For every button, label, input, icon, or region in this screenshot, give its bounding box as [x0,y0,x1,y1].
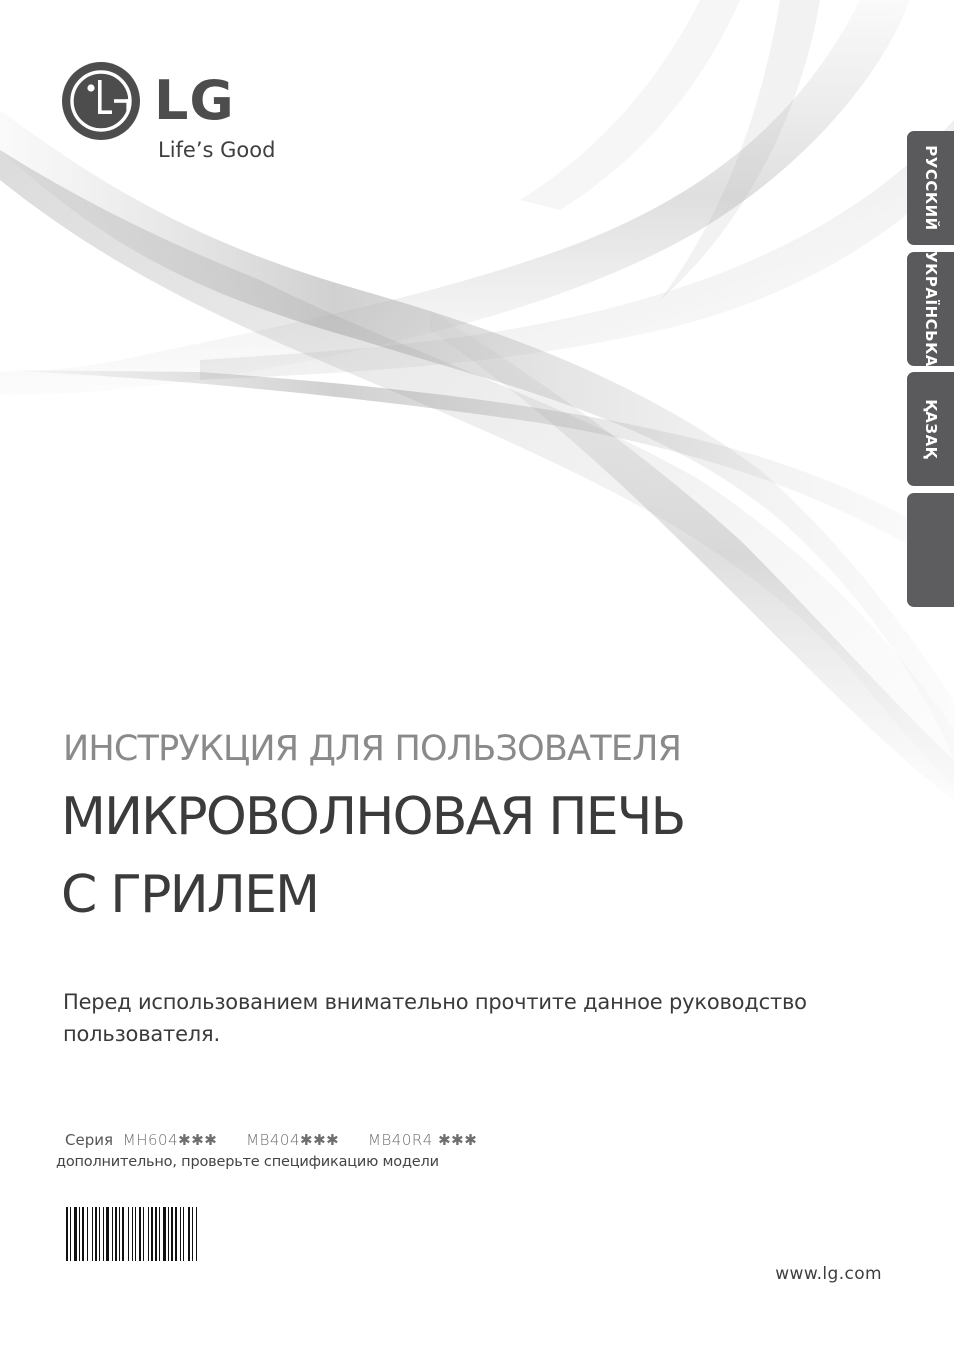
model-series [65,1129,477,1151]
language-tab-ukrainian[interactable] [907,252,954,366]
model-number: MB404✱✱✱ [246,1131,340,1149]
product-title-line-1: МИКРОВОЛНОВАЯ ПЕЧЬ [61,787,685,847]
document-type: ИНСТРУКЦИЯ ДЛЯ ПОЛЬЗОВАТЕЛЯ [63,729,682,769]
language-tab-label: УКРАЇНСЬКА [921,251,940,367]
language-tab-label: РУССКИЙ [921,145,940,231]
product-title-line-2: С ГРИЛЕМ [61,865,319,925]
language-tab-label: ҚАЗАҚ [921,399,940,459]
lg-face-icon [62,62,140,140]
series-label: Серия [65,1131,113,1149]
product-title [61,786,685,926]
logo-wordmark: LG [154,69,235,132]
model-number: MH604✱✱✱ [122,1131,218,1149]
model-number: MB40R4 ✱✱✱ [368,1131,478,1149]
barcode [66,1207,248,1261]
website-link[interactable]: www.lg.com [775,1264,882,1284]
language-tab-kazakh[interactable] [907,372,954,486]
lg-logo [62,62,302,172]
model-note: дополнительно, проверьте спецификацию модели [56,1154,439,1170]
language-tab-russian[interactable] [907,131,954,245]
intro-text: Перед использованием внимательно прочтите данное руководство пользователя. [63,990,807,1046]
language-tab-empty [907,493,954,607]
logo-slogan: Life’s Good [158,138,276,162]
